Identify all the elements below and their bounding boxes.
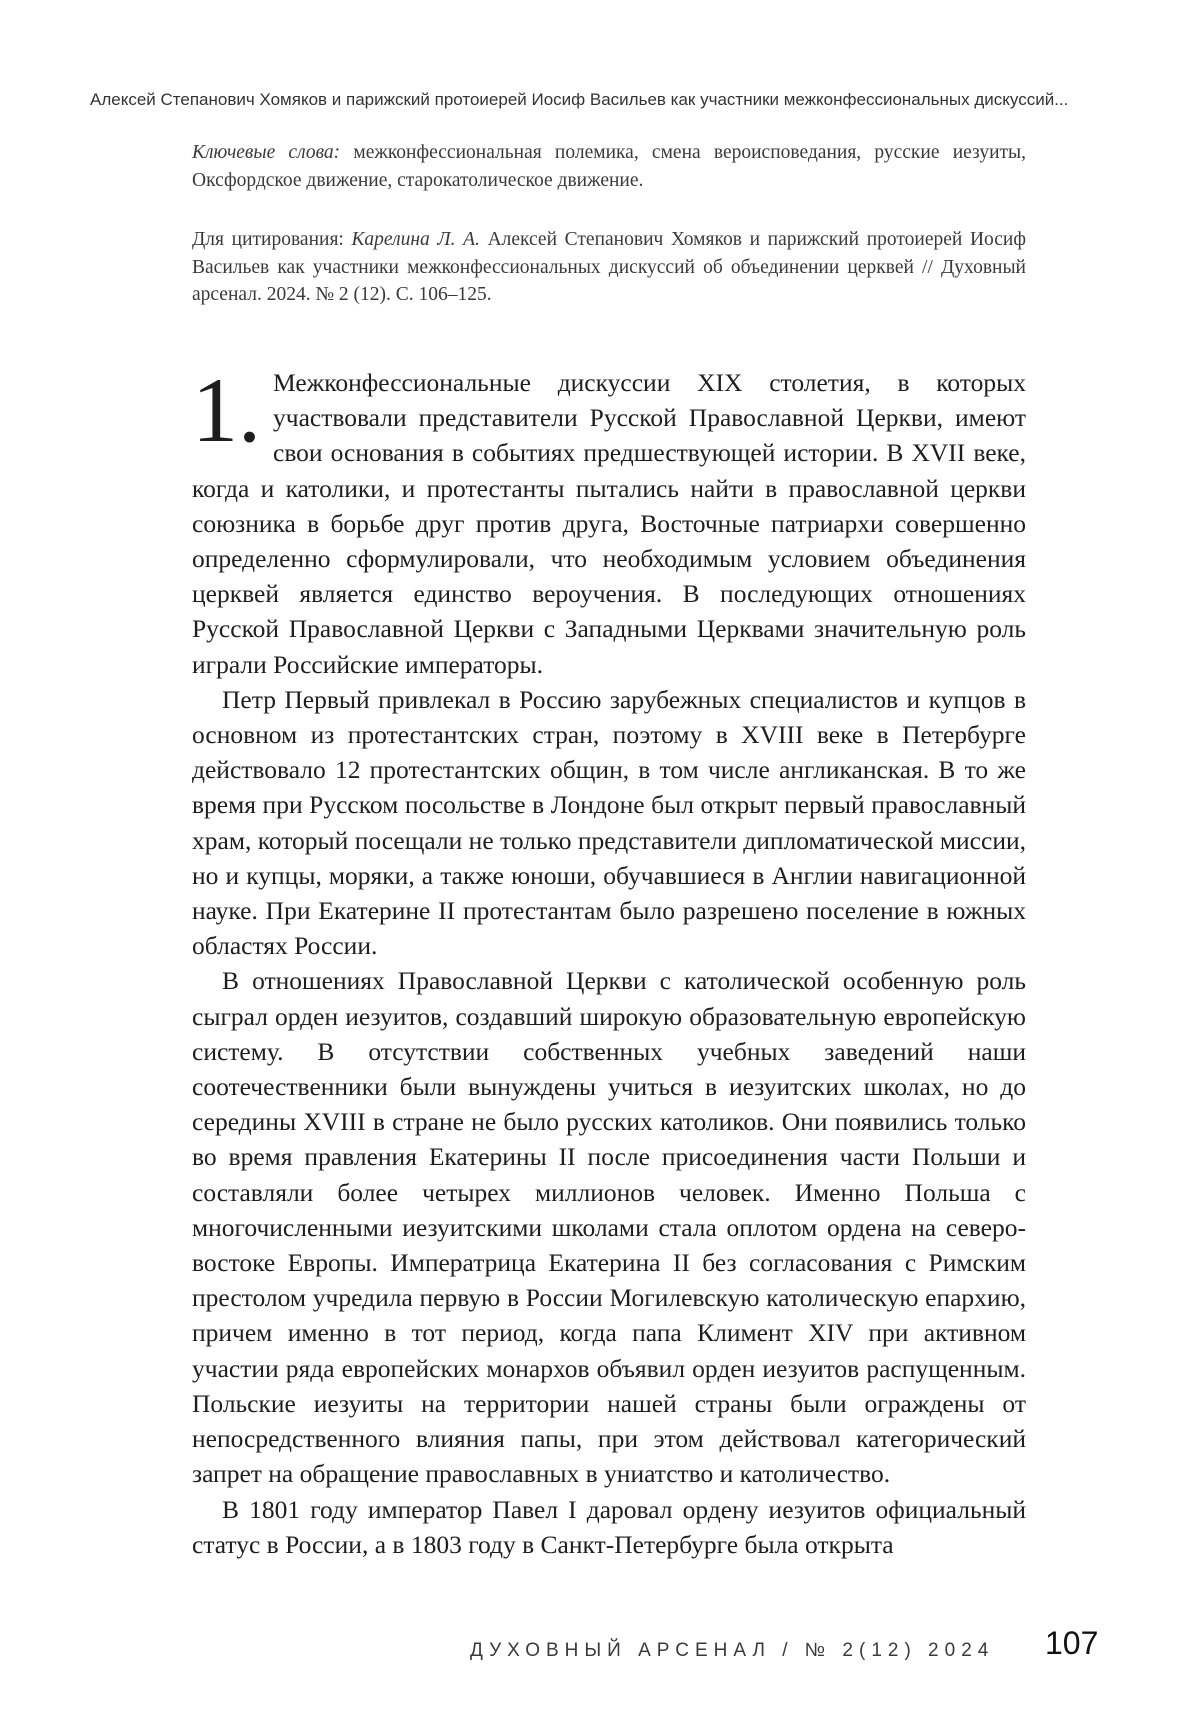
keywords-text: межконфессиональная полемика, смена вероисповедания, русские иезуиты, Оксфордское движение, старокатолическое движение. [192, 142, 1026, 191]
running-title: Алексей Степанович Хомяков и парижский протоиерей Иосиф Васильев как участники межконфессиональных дискуссий... [90, 90, 1069, 109]
citation-author: Карелина Л. А. [351, 229, 480, 250]
paragraph-text: Межконфессиональные дискуссии XIX столетия, в которых участвовали представители Русской Православной Церкви, имеют свои основания в событиях предшествующей истории. В XVII веке, когда и католики, и протестанты пытались найти в православной церкви союзника в борьбе друг против друга, Восточные патриархи совершенно определенно сформулировали, что необходимым условием объединения церквей является единство вероучения. В последующих отношениях Русской Православной Церкви с Западными Церквами значительную роль играли Российские императоры. [192, 368, 1026, 679]
paragraph: В 1801 году император Павел I даровал ордену иезуитов официальный статус в России, а в 1803 году в Санкт-Петербурге была открыта [192, 1494, 1026, 1559]
citation-label: Для цитирования: [192, 229, 352, 250]
paragraph [192, 359, 1026, 682]
keywords-label: Ключевые слова: [192, 142, 341, 163]
journal-footer: ДУХОВНЫЙ АРСЕНАЛ / № 2(12) 2024 [470, 1640, 995, 1661]
keywords-block [192, 139, 1026, 194]
article-body [192, 359, 1026, 1562]
paragraph: В отношениях Православной Церкви с католической особенную роль сыграл орден иезуитов, создавший широкую образовательную европейскую систему. В отсутствии собственных учебных заведений наши соотечественники были вынуждены учиться в иезуитских школах, но до середины XVIII в стране не было русских католиков. Они появились только во время правления Екатерины II после присоединения части Польши и составляли более четырех миллионов человек. Именно Польша с многочисленными иезуитскими школами стала оплотом ордена на северо-востоке Европы. Императрица Екатерина II без согласования с Римским престолом учредила первую в России Могилевскую католическую епархию, причем именно в тот период, когда папа Климент XIV при активном участии ряда европейских монархов объявил орден иезуитов распущенным. Польские иезуиты на территории нашей страны были ограждены от непосредственного влияния папы, при этом действовал категорический запрет на обращение православных в униатство и католичество. [192, 966, 1026, 1489]
page-number: 107 [1045, 1625, 1099, 1661]
section-number: 1. [192, 359, 261, 461]
citation-block [192, 226, 1026, 309]
citation-text: Алексей Степанович Хомяков и парижский протоиерей Иосиф Васильев как участники межконфессиональных дискуссий об объединении церквей // Духовный арсенал. 2024. № 2 (12). С. 106–125. [192, 229, 1026, 305]
paragraph: Петр Первый привлекал в Россию зарубежных специалистов и купцов в основном из протестантских стран, поэтому в XVIII веке в Петербурге действовало 12 протестантских общин, в том числе англиканская. В то же время при Русском посольстве в Лондоне был открыт первый православный храм, который посещали не только представители дипломатической миссии, но и купцы, моряки, а также юноши, обучавшиеся в Англии навигационной науке. При Екатерине II протестантам было разрешено поселение в южных областях России. [192, 684, 1026, 961]
